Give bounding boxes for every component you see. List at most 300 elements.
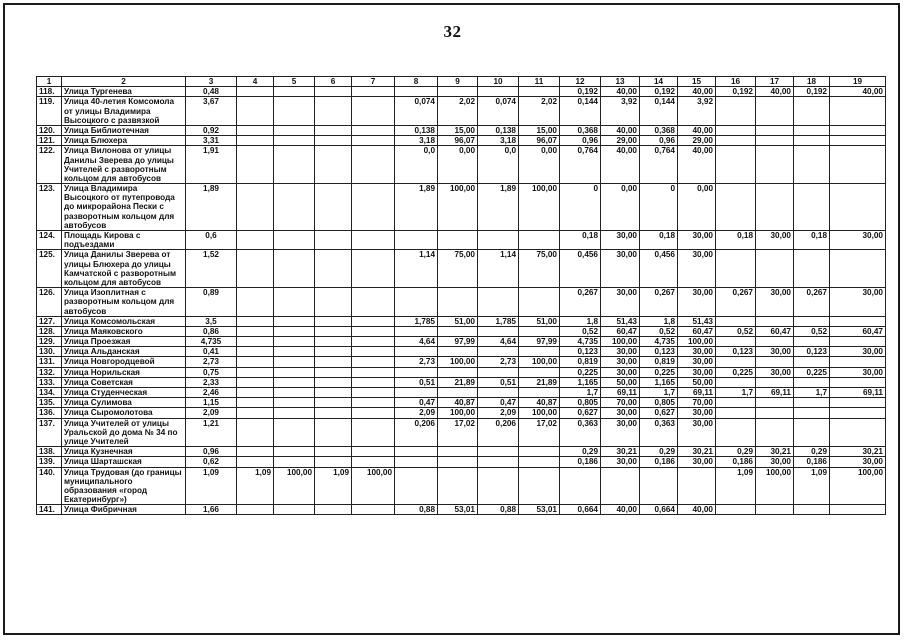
table-row: [37, 367, 886, 377]
value-cell: 75,00: [438, 250, 478, 288]
value-cell: [438, 457, 478, 467]
value-cell: [352, 316, 395, 326]
value-cell: [519, 326, 560, 336]
value-cell: [830, 136, 886, 146]
value-cell: [478, 388, 519, 398]
value-cell: 3,31: [186, 136, 237, 146]
column-number: 11: [519, 77, 560, 87]
row-index: 131.: [37, 357, 62, 367]
table-row: [37, 388, 886, 398]
value-cell: [794, 250, 830, 288]
value-cell: [478, 447, 519, 457]
value-cell: [830, 316, 886, 326]
value-cell: [352, 125, 395, 135]
value-cell: [352, 184, 395, 231]
value-cell: [274, 87, 315, 97]
value-cell: [237, 357, 274, 367]
table-row: [37, 87, 886, 97]
table-row: [37, 231, 886, 250]
value-cell: [438, 326, 478, 336]
value-cell: 1,7: [560, 388, 601, 398]
value-cell: 0,764: [640, 146, 678, 184]
value-cell: 0,456: [560, 250, 601, 288]
value-cell: [830, 337, 886, 347]
value-cell: 1,785: [478, 316, 519, 326]
value-cell: 75,00: [519, 250, 560, 288]
value-cell: 0,29: [560, 447, 601, 457]
value-cell: [237, 125, 274, 135]
value-cell: 0,267: [794, 288, 830, 317]
value-cell: 0,144: [640, 97, 678, 126]
value-cell: [237, 505, 274, 515]
value-cell: [315, 337, 352, 347]
value-cell: [315, 87, 352, 97]
value-cell: 2,73: [186, 357, 237, 367]
value-cell: 30,00: [678, 367, 716, 377]
value-cell: 0,89: [186, 288, 237, 317]
value-cell: [395, 388, 438, 398]
value-cell: [237, 97, 274, 126]
row-index: 138.: [37, 447, 62, 457]
street-name: Улица Советская: [62, 377, 186, 387]
value-cell: 40,00: [601, 87, 640, 97]
value-cell: 30,00: [830, 231, 886, 250]
row-index: 127.: [37, 316, 62, 326]
value-cell: 1,89: [478, 184, 519, 231]
value-cell: [274, 97, 315, 126]
value-cell: [794, 398, 830, 408]
value-cell: 0,6: [186, 231, 237, 250]
value-cell: [830, 398, 886, 408]
row-index: 128.: [37, 326, 62, 336]
value-cell: [315, 505, 352, 515]
value-cell: [237, 347, 274, 357]
value-cell: 0,225: [794, 367, 830, 377]
value-cell: [237, 146, 274, 184]
value-cell: 100,00: [438, 184, 478, 231]
value-cell: [315, 447, 352, 457]
value-cell: [315, 288, 352, 317]
value-cell: 29,00: [601, 136, 640, 146]
value-cell: [794, 408, 830, 418]
column-number: 13: [601, 77, 640, 87]
value-cell: 0,00: [438, 146, 478, 184]
data-table: [36, 76, 886, 515]
value-cell: [794, 136, 830, 146]
value-cell: [274, 357, 315, 367]
value-cell: 97,99: [438, 337, 478, 347]
value-cell: 0,29: [794, 447, 830, 457]
column-number: 19: [830, 77, 886, 87]
value-cell: 0,192: [560, 87, 601, 97]
value-cell: 40,00: [678, 87, 716, 97]
value-cell: [794, 377, 830, 387]
value-cell: 100,00: [756, 467, 794, 505]
table-row: [37, 316, 886, 326]
value-cell: [478, 347, 519, 357]
street-name: Улица Проезжая: [62, 337, 186, 347]
value-cell: 50,00: [678, 377, 716, 387]
table-row: [37, 457, 886, 467]
value-cell: 1,8: [640, 316, 678, 326]
value-cell: 0,18: [560, 231, 601, 250]
value-cell: 2,09: [395, 408, 438, 418]
value-cell: 0,074: [478, 97, 519, 126]
value-cell: 2,09: [186, 408, 237, 418]
value-cell: [315, 357, 352, 367]
column-number: 9: [438, 77, 478, 87]
table-row: [37, 97, 886, 126]
row-index: 141.: [37, 505, 62, 515]
value-cell: [756, 337, 794, 347]
value-cell: [716, 250, 756, 288]
value-cell: 30,00: [756, 457, 794, 467]
value-cell: [274, 347, 315, 357]
value-cell: [352, 146, 395, 184]
value-cell: 30,21: [830, 447, 886, 457]
value-cell: [560, 467, 601, 505]
value-cell: 2,73: [478, 357, 519, 367]
row-index: 135.: [37, 398, 62, 408]
value-cell: [315, 250, 352, 288]
value-cell: [237, 457, 274, 467]
row-index: 120.: [37, 125, 62, 135]
value-cell: [352, 347, 395, 357]
value-cell: [716, 337, 756, 347]
value-cell: [756, 125, 794, 135]
value-cell: [237, 447, 274, 457]
value-cell: 0,88: [478, 505, 519, 515]
street-name: Улица 40-летия Комсомола от улицы Владимира Высоцкого с развязкой: [62, 97, 186, 126]
table-row: [37, 377, 886, 387]
value-cell: 51,00: [519, 316, 560, 326]
value-cell: 0,186: [716, 457, 756, 467]
value-cell: [237, 288, 274, 317]
value-cell: [274, 505, 315, 515]
column-number: 3: [186, 77, 237, 87]
value-cell: [395, 231, 438, 250]
value-cell: [478, 87, 519, 97]
value-cell: 40,00: [601, 125, 640, 135]
value-cell: [315, 347, 352, 357]
value-cell: [438, 288, 478, 317]
value-cell: [315, 388, 352, 398]
value-cell: [315, 231, 352, 250]
value-cell: 0,819: [560, 357, 601, 367]
value-cell: [640, 467, 678, 505]
value-cell: 15,00: [438, 125, 478, 135]
value-cell: [274, 125, 315, 135]
value-cell: [756, 250, 794, 288]
value-cell: [794, 184, 830, 231]
value-cell: 0,52: [560, 326, 601, 336]
value-cell: 100,00: [352, 467, 395, 505]
value-cell: [716, 146, 756, 184]
value-cell: 100,00: [519, 184, 560, 231]
value-cell: [756, 505, 794, 515]
value-cell: 1,21: [186, 418, 237, 447]
value-cell: 30,00: [756, 347, 794, 357]
value-cell: [438, 347, 478, 357]
value-cell: 1,09: [186, 467, 237, 505]
value-cell: 0,52: [794, 326, 830, 336]
value-cell: 4,735: [186, 337, 237, 347]
value-cell: 51,00: [438, 316, 478, 326]
street-name: Улица Сулимова: [62, 398, 186, 408]
value-cell: [352, 250, 395, 288]
value-cell: 0,123: [716, 347, 756, 357]
value-cell: [519, 347, 560, 357]
street-name: Улица Трудовая (до границы муниципального образования «город Екатеринбург»): [62, 467, 186, 505]
street-name: Улица Студенческая: [62, 388, 186, 398]
value-cell: 69,11: [678, 388, 716, 398]
column-number: 16: [716, 77, 756, 87]
value-cell: [237, 377, 274, 387]
value-cell: [478, 288, 519, 317]
value-cell: [274, 367, 315, 377]
value-cell: [519, 87, 560, 97]
street-name: Улица Блюхера: [62, 136, 186, 146]
value-cell: [315, 457, 352, 467]
value-cell: 0,138: [478, 125, 519, 135]
value-cell: 1,66: [186, 505, 237, 515]
value-cell: 60,47: [601, 326, 640, 336]
value-cell: [830, 357, 886, 367]
value-cell: 0,00: [678, 184, 716, 231]
value-cell: [274, 337, 315, 347]
value-cell: 50,00: [601, 377, 640, 387]
table-row: [37, 326, 886, 336]
table-row: [37, 418, 886, 447]
value-cell: [716, 408, 756, 418]
value-cell: 0,144: [560, 97, 601, 126]
street-name: Улица Альданская: [62, 347, 186, 357]
value-cell: [830, 250, 886, 288]
street-name: Улица Кузнечная: [62, 447, 186, 457]
value-cell: [315, 408, 352, 418]
table-row: [37, 398, 886, 408]
value-cell: 2,02: [438, 97, 478, 126]
value-cell: [716, 418, 756, 447]
value-cell: 30,00: [601, 408, 640, 418]
value-cell: [352, 87, 395, 97]
street-name: Улица Тургенева: [62, 87, 186, 97]
value-cell: [352, 337, 395, 347]
value-cell: [716, 125, 756, 135]
value-cell: [478, 457, 519, 467]
value-cell: 40,00: [830, 87, 886, 97]
table-row: [37, 146, 886, 184]
value-cell: 0,192: [640, 87, 678, 97]
street-name: Улица Маяковского: [62, 326, 186, 336]
value-cell: [478, 367, 519, 377]
value-cell: 0,96: [186, 447, 237, 457]
row-index: 140.: [37, 467, 62, 505]
value-cell: [756, 97, 794, 126]
column-number: 10: [478, 77, 519, 87]
value-cell: 0,186: [640, 457, 678, 467]
value-cell: [274, 288, 315, 317]
value-cell: [237, 337, 274, 347]
value-cell: 0,267: [560, 288, 601, 317]
table-row: [37, 347, 886, 357]
value-cell: [830, 184, 886, 231]
value-cell: [794, 146, 830, 184]
value-cell: 40,00: [601, 505, 640, 515]
value-cell: [716, 357, 756, 367]
value-cell: 0,62: [186, 457, 237, 467]
value-cell: 1,8: [560, 316, 601, 326]
value-cell: 2,46: [186, 388, 237, 398]
street-name: Улица Вилонова от улицы Данилы Зверева до улицы Учителей с разворотным кольцом для автобусов: [62, 146, 186, 184]
value-cell: 0,664: [640, 505, 678, 515]
value-cell: [315, 418, 352, 447]
value-cell: 0,267: [640, 288, 678, 317]
value-cell: 1,89: [395, 184, 438, 231]
value-cell: [519, 457, 560, 467]
street-name: Улица Норильская: [62, 367, 186, 377]
value-cell: 100,00: [519, 408, 560, 418]
value-cell: [438, 367, 478, 377]
value-cell: 100,00: [438, 408, 478, 418]
value-cell: 0,47: [395, 398, 438, 408]
value-cell: [438, 388, 478, 398]
value-cell: 0,138: [395, 125, 438, 135]
value-cell: [478, 231, 519, 250]
value-cell: [395, 347, 438, 357]
row-index: 132.: [37, 367, 62, 377]
value-cell: [756, 398, 794, 408]
row-index: 121.: [37, 136, 62, 146]
value-cell: 69,11: [601, 388, 640, 398]
value-cell: 0,00: [519, 146, 560, 184]
column-number: 18: [794, 77, 830, 87]
value-cell: [315, 146, 352, 184]
value-cell: 30,00: [601, 250, 640, 288]
value-cell: 51,43: [678, 316, 716, 326]
value-cell: 30,00: [678, 408, 716, 418]
table-row: [37, 250, 886, 288]
table-row: [37, 125, 886, 135]
street-name: Улица Владимира Высоцкого от путепровода до микрорайона Пески с разворотным кольцом для автобусов: [62, 184, 186, 231]
value-cell: 53,01: [519, 505, 560, 515]
value-cell: 0,368: [640, 125, 678, 135]
value-cell: 40,00: [756, 87, 794, 97]
value-cell: 0,123: [794, 347, 830, 357]
table-row: [37, 467, 886, 505]
value-cell: 4,64: [478, 337, 519, 347]
value-cell: [601, 467, 640, 505]
value-cell: [274, 418, 315, 447]
value-cell: 40,00: [601, 146, 640, 184]
table-row: [37, 357, 886, 367]
street-name: Улица Учителей от улицы Уральской до дома № 34 по улице Учителей: [62, 418, 186, 447]
value-cell: [756, 408, 794, 418]
value-cell: 0,47: [478, 398, 519, 408]
street-name: Улица Комсомольская: [62, 316, 186, 326]
value-cell: 1,785: [395, 316, 438, 326]
value-cell: 96,07: [438, 136, 478, 146]
value-cell: 0,0: [395, 146, 438, 184]
value-cell: [352, 97, 395, 126]
value-cell: [237, 87, 274, 97]
value-cell: [237, 184, 274, 231]
value-cell: [352, 408, 395, 418]
value-cell: 3,18: [478, 136, 519, 146]
value-cell: 0,074: [395, 97, 438, 126]
value-cell: 30,00: [601, 418, 640, 447]
column-number: 5: [274, 77, 315, 87]
value-cell: [395, 87, 438, 97]
value-cell: 70,00: [601, 398, 640, 408]
value-cell: 1,09: [716, 467, 756, 505]
value-cell: 30,00: [601, 231, 640, 250]
value-cell: 100,00: [519, 357, 560, 367]
table-row: [37, 184, 886, 231]
value-cell: 0,0: [478, 146, 519, 184]
value-cell: [794, 125, 830, 135]
value-cell: 29,00: [678, 136, 716, 146]
table-row: [37, 136, 886, 146]
value-cell: 0,627: [560, 408, 601, 418]
street-name: Улица Шарташская: [62, 457, 186, 467]
value-cell: [794, 337, 830, 347]
value-cell: 0,627: [640, 408, 678, 418]
value-cell: 30,21: [601, 447, 640, 457]
value-cell: 1,14: [395, 250, 438, 288]
value-cell: [438, 87, 478, 97]
value-cell: 0,29: [716, 447, 756, 457]
value-cell: [756, 316, 794, 326]
value-cell: 2,33: [186, 377, 237, 387]
value-cell: 0,267: [716, 288, 756, 317]
value-cell: 60,47: [830, 326, 886, 336]
value-cell: [315, 136, 352, 146]
value-cell: [274, 447, 315, 457]
value-cell: 0,805: [560, 398, 601, 408]
value-cell: [352, 357, 395, 367]
value-cell: 0,75: [186, 367, 237, 377]
value-cell: [830, 97, 886, 126]
value-cell: [395, 367, 438, 377]
row-index: 119.: [37, 97, 62, 126]
column-number: 7: [352, 77, 395, 87]
value-cell: 0,18: [716, 231, 756, 250]
value-cell: 53,01: [438, 505, 478, 515]
value-cell: [315, 316, 352, 326]
value-cell: 4,735: [640, 337, 678, 347]
value-cell: 0,18: [794, 231, 830, 250]
value-cell: 96,07: [519, 136, 560, 146]
value-cell: [352, 398, 395, 408]
value-cell: 1,7: [794, 388, 830, 398]
value-cell: 30,00: [601, 357, 640, 367]
value-cell: 1,7: [716, 388, 756, 398]
value-cell: [716, 136, 756, 146]
value-cell: 30,00: [601, 347, 640, 357]
value-cell: [315, 97, 352, 126]
value-cell: 0,192: [716, 87, 756, 97]
value-cell: 30,00: [756, 288, 794, 317]
value-cell: [716, 97, 756, 126]
column-number: 12: [560, 77, 601, 87]
value-cell: [716, 398, 756, 408]
street-name: Улица Данилы Зверева от улицы Блюхера до улицы Камчатской с разворотным кольцом для автобусов: [62, 250, 186, 288]
value-cell: 4,64: [395, 337, 438, 347]
value-cell: 100,00: [438, 357, 478, 367]
value-cell: 0,456: [640, 250, 678, 288]
value-cell: [352, 231, 395, 250]
